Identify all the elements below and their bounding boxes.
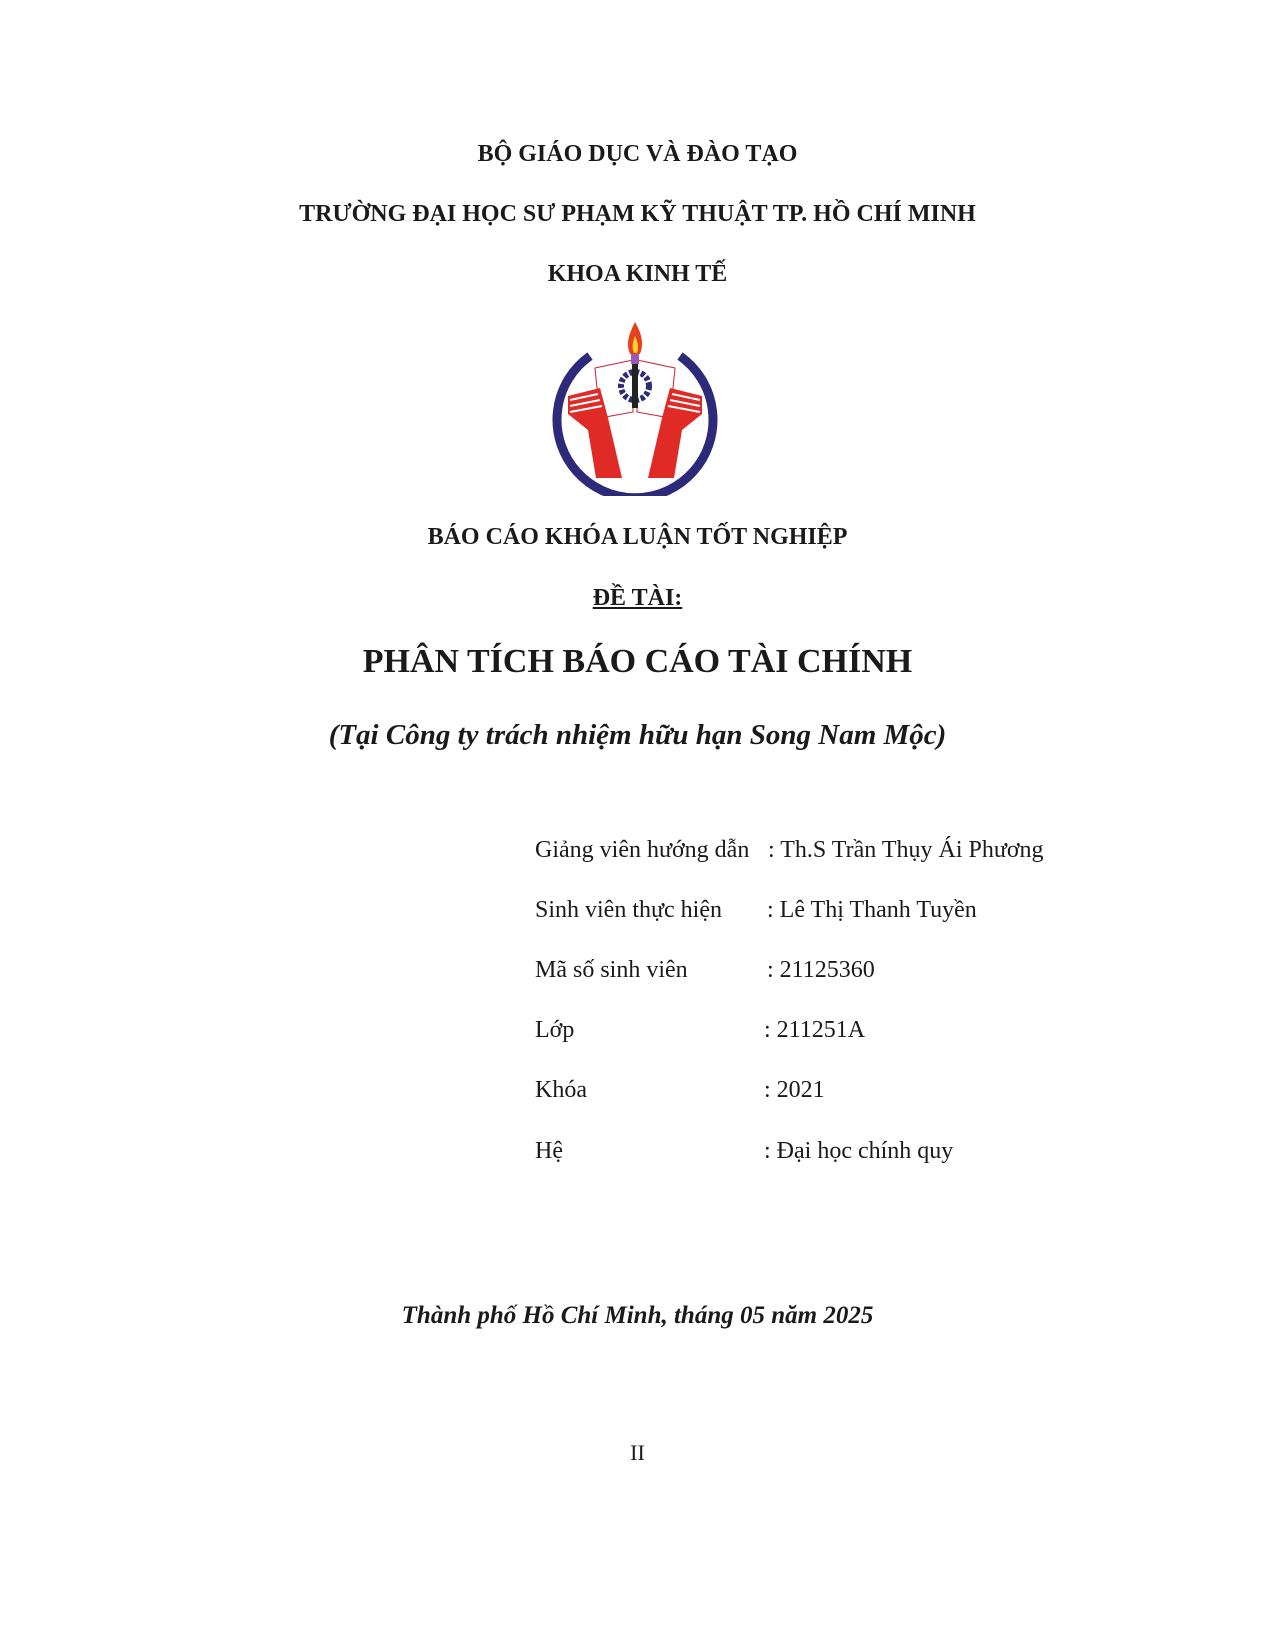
- university-heading: TRƯỜNG ĐẠI HỌC SƯ PHẠM KỸ THUẬT TP. HỒ CHÍ MINH: [299, 201, 976, 227]
- info-row-advisor: [535, 837, 1044, 864]
- info-label: Khóa: [535, 1077, 587, 1103]
- info-label: Sinh viên thực hiện: [535, 897, 722, 923]
- info-label: Mã số sinh viên: [535, 957, 688, 983]
- info-value: : Lê Thị Thanh Tuyền: [767, 897, 977, 923]
- report-title: PHÂN TÍCH BÁO CÁO TÀI CHÍNH: [362, 643, 913, 680]
- info-row-cohort: [535, 1077, 825, 1104]
- place-date: Thành phố Hồ Chí Minh, tháng 05 năm 2025: [401, 1302, 874, 1329]
- topic-label: ĐỀ TÀI:: [592, 585, 683, 611]
- ministry-heading: BỘ GIÁO DỤC VÀ ĐÀO TẠO: [477, 141, 798, 167]
- report-subtitle: (Tại Công ty trách nhiệm hữu hạn Song Nam Mộc): [328, 719, 947, 751]
- info-value: : 2021: [764, 1077, 825, 1103]
- info-row-student-id: [535, 957, 875, 984]
- info-value: : Th.S Trần Thụy Ái Phương: [768, 837, 1044, 863]
- info-label: Hệ: [535, 1138, 563, 1164]
- report-type: BÁO CÁO KHÓA LUẬN TỐT NGHIỆP: [427, 524, 848, 550]
- university-logo-icon: [550, 318, 720, 496]
- info-row-student: [535, 897, 977, 924]
- info-label: Giảng viên hướng dẫn: [535, 837, 750, 863]
- page-number: II: [630, 1440, 645, 1465]
- info-value: : Đại học chính quy: [764, 1138, 954, 1164]
- info-value: : 211251A: [764, 1017, 866, 1043]
- info-row-class: [535, 1017, 866, 1044]
- info-value: : 21125360: [767, 957, 875, 983]
- info-label: Lớp: [535, 1017, 575, 1043]
- faculty-heading: KHOA KINH TẾ: [547, 261, 728, 287]
- info-row-program: [535, 1138, 954, 1165]
